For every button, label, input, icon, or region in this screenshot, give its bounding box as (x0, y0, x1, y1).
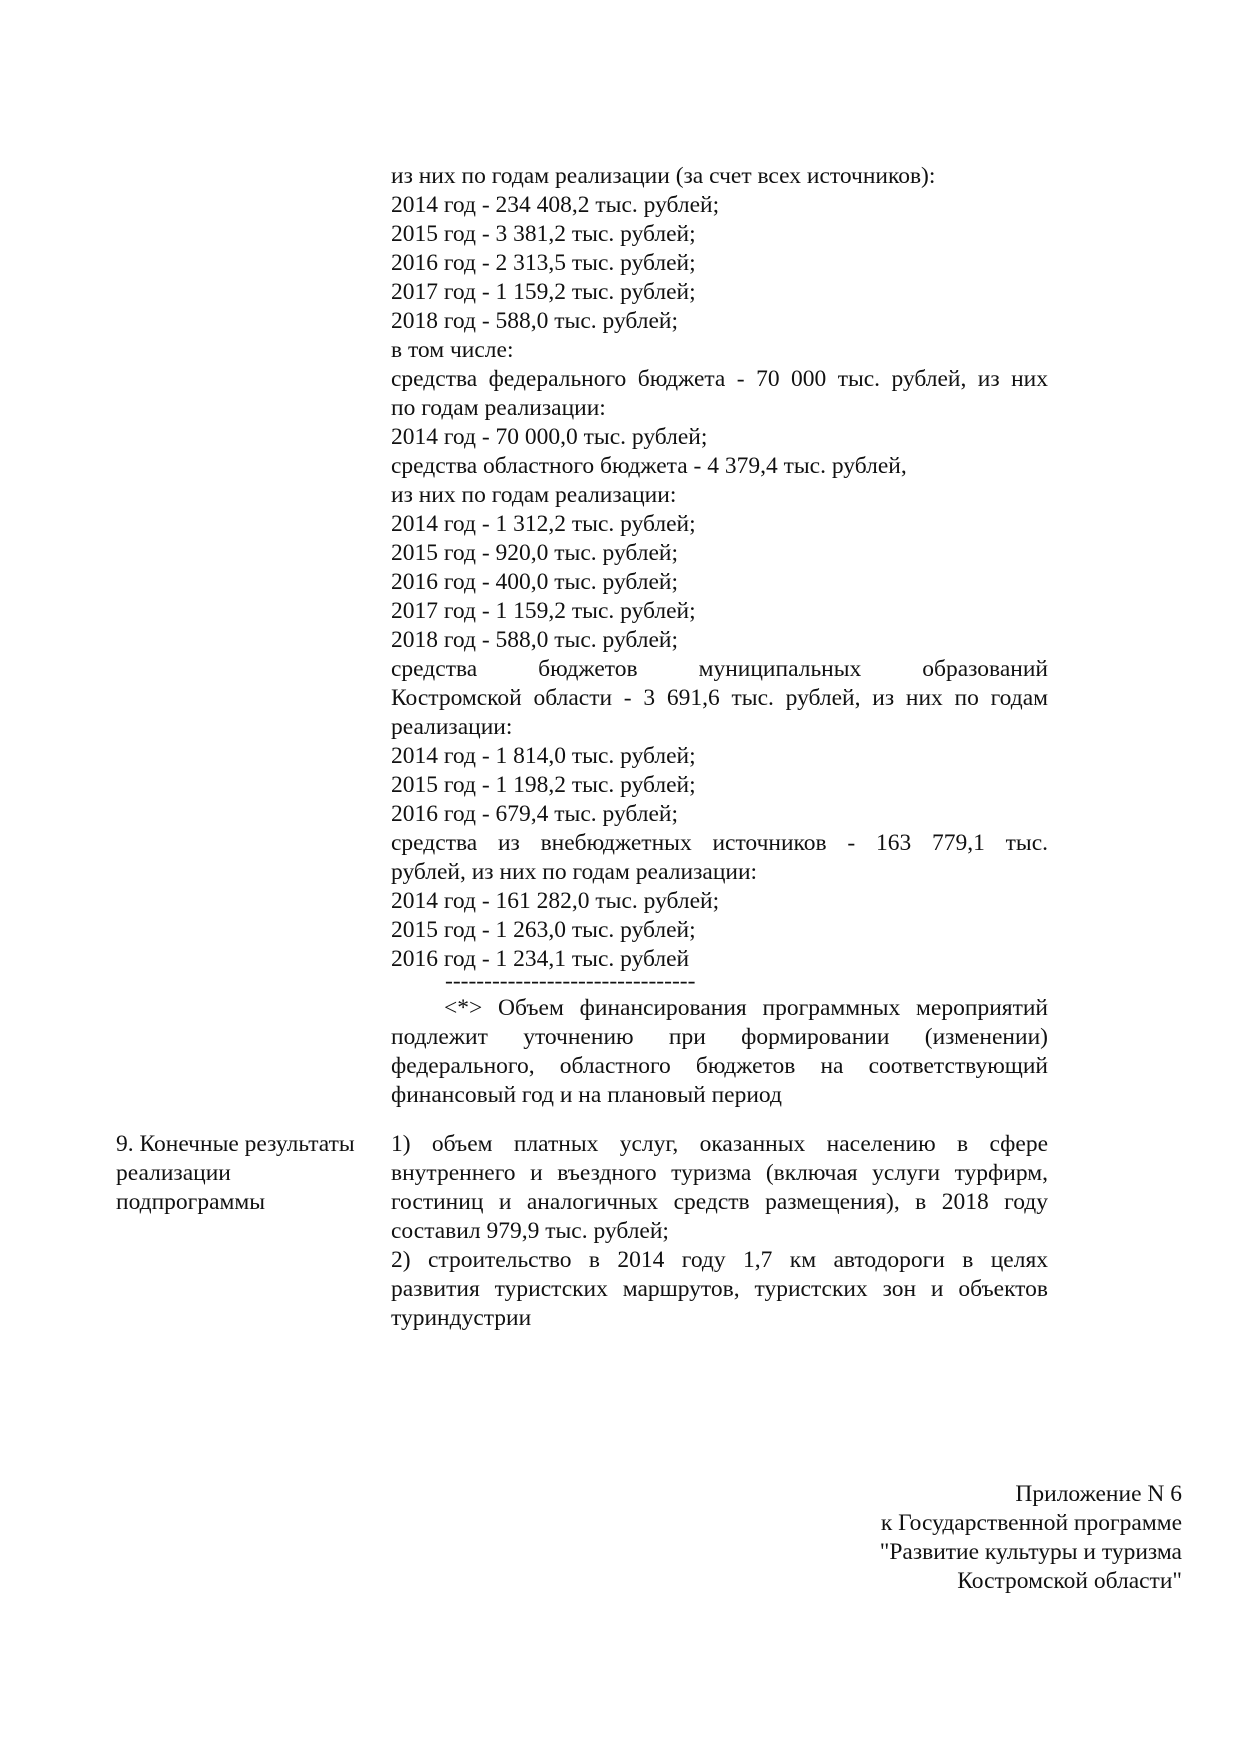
funding-line: 2015 год - 3 381,2 тыс. рублей; (391, 221, 696, 247)
footnote-line: подлежит уточнению при формировании (изменении) (391, 1024, 1048, 1050)
funding-line: 2014 год - 70 000,0 тыс. рублей; (391, 424, 708, 450)
funding-line: Костромской области - 3 691,6 тыс. рублей, из них по годам (391, 685, 1048, 711)
funding-line: 2017 год - 1 159,2 тыс. рублей; (391, 598, 696, 624)
section9-line: гостиниц и аналогичных средств размещения), в 2018 году (391, 1189, 1048, 1215)
section9-label: реализации (116, 1160, 231, 1186)
appendix-title: Приложение N 6 (1015, 1481, 1182, 1507)
funding-line: 2014 год - 161 282,0 тыс. рублей; (391, 888, 720, 914)
section9-line: 1) объем платных услуг, оказанных населению в сфере (391, 1131, 1048, 1157)
funding-line: реализации: (391, 714, 513, 740)
funding-line: средства бюджетов муниципальных образований (391, 656, 1048, 682)
funding-line: 2017 год - 1 159,2 тыс. рублей; (391, 279, 696, 305)
section9-line: составил 979,9 тыс. рублей; (391, 1218, 669, 1244)
footnote-line: федерального, областного бюджетов на соответствующий (391, 1053, 1048, 1079)
funding-line: 2016 год - 1 234,1 тыс. рублей (391, 946, 690, 972)
section9-label: 9. Конечные результаты (116, 1131, 355, 1157)
funding-line: 2016 год - 400,0 тыс. рублей; (391, 569, 679, 595)
funding-line: 2016 год - 679,4 тыс. рублей; (391, 801, 679, 827)
funding-line: рублей, из них по годам реализации: (391, 859, 758, 885)
funding-line: 2014 год - 234 408,2 тыс. рублей; (391, 192, 720, 218)
footnote-line: финансовый год и на плановый период (391, 1082, 782, 1108)
funding-line: 2018 год - 588,0 тыс. рублей; (391, 308, 679, 334)
funding-line: 2014 год - 1 814,0 тыс. рублей; (391, 743, 696, 769)
funding-line: из них по годам реализации (за счет всех источников): (391, 163, 936, 189)
funding-line: из них по годам реализации: (391, 482, 677, 508)
funding-line: 2015 год - 920,0 тыс. рублей; (391, 540, 679, 566)
funding-line: средства областного бюджета - 4 379,4 тыс. рублей, (391, 453, 907, 479)
section9-line: развития туристских маршрутов, туристских зон и объектов (391, 1276, 1048, 1302)
section9-label: подпрограммы (116, 1189, 266, 1215)
section9-line: туриндустрии (391, 1305, 532, 1331)
funding-line: 2016 год - 2 313,5 тыс. рублей; (391, 250, 696, 276)
funding-line: 2018 год - 588,0 тыс. рублей; (391, 627, 679, 653)
funding-line: средства федерального бюджета - 70 000 тыс. рублей, из них (391, 366, 1048, 392)
appendix-line: к Государственной программе (880, 1510, 1182, 1536)
funding-line: 2014 год - 1 312,2 тыс. рублей; (391, 511, 696, 537)
section9-line: 2) строительство в 2014 году 1,7 км автодороги в целях (391, 1247, 1048, 1273)
appendix-line: Костромской области" (957, 1568, 1182, 1594)
funding-line: средства из внебюджетных источников - 163 779,1 тыс. (391, 830, 1048, 856)
footnote-separator: -------------------------------- (445, 968, 696, 994)
footnote-line: <*> Объем финансирования программных мероприятий (444, 995, 1048, 1021)
funding-line: 2015 год - 1 263,0 тыс. рублей; (391, 917, 696, 943)
section9-line: внутреннего и въездного туризма (включая услуги турфирм, (391, 1160, 1048, 1186)
funding-line: 2015 год - 1 198,2 тыс. рублей; (391, 772, 696, 798)
funding-line: в том числе: (391, 337, 514, 363)
funding-line: по годам реализации: (391, 395, 606, 421)
appendix-line: "Развитие культуры и туризма (879, 1539, 1182, 1565)
